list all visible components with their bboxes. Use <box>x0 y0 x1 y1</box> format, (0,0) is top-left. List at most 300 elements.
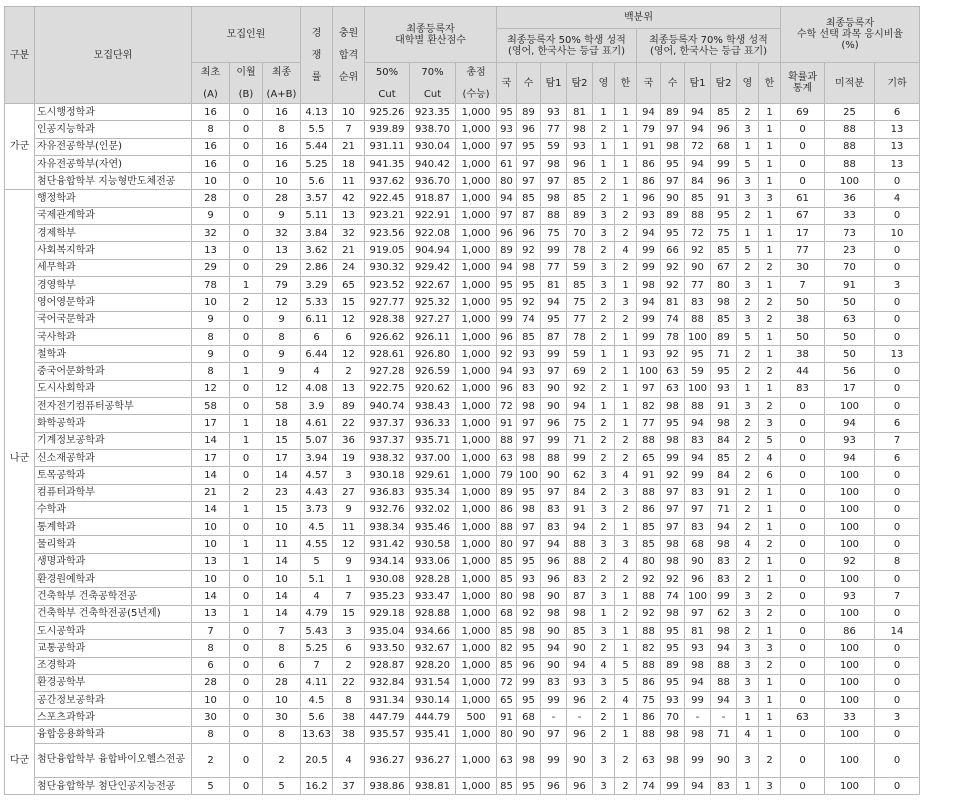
table-row <box>5 484 920 501</box>
value-cell: 0 <box>781 743 825 777</box>
value-cell: 2 <box>737 571 759 588</box>
value-cell: 3 <box>593 743 615 777</box>
value-cell: 5 <box>301 553 333 570</box>
value-cell: 2 <box>737 519 759 536</box>
value-cell: 72 <box>685 138 711 155</box>
value-cell: 97 <box>497 207 517 224</box>
value-cell: 1 <box>759 380 781 397</box>
value-cell: 38 <box>781 346 825 363</box>
value-cell: 0 <box>875 657 920 674</box>
value-cell: 98 <box>685 657 711 674</box>
value-cell: 2 <box>593 173 615 190</box>
value-cell: 96 <box>567 777 593 794</box>
table-row <box>5 622 920 639</box>
value-cell: 6 <box>759 467 781 484</box>
value-cell: 90 <box>541 622 567 639</box>
value-cell: 2 <box>759 536 781 553</box>
value-cell: 0 <box>230 640 263 657</box>
group-header: 구분 <box>5 7 35 104</box>
value-cell: 1,000 <box>456 536 497 553</box>
value-cell: 1,000 <box>456 605 497 622</box>
value-cell: 72 <box>497 674 517 691</box>
value-cell: 0 <box>875 467 920 484</box>
value-cell: 99 <box>541 346 567 363</box>
table-row <box>5 777 920 794</box>
value-cell: 90 <box>541 657 567 674</box>
value-cell: 2 <box>230 294 263 311</box>
value-cell: 99 <box>661 777 685 794</box>
value-cell: 1,000 <box>456 777 497 794</box>
value-cell: 930.18 <box>365 467 410 484</box>
subject-header: 영 <box>593 63 615 104</box>
value-cell: 5.6 <box>301 173 333 190</box>
value-cell: 93 <box>637 207 661 224</box>
value-cell: 0 <box>230 519 263 536</box>
value-cell: 4 <box>875 190 920 207</box>
unit-name-cell: 첨단융합학부 융합바이오헬스전공 <box>35 743 192 777</box>
value-cell: 1,000 <box>456 398 497 415</box>
value-cell: 0 <box>230 311 263 328</box>
value-cell: 1 <box>759 207 781 224</box>
value-cell: 1,000 <box>456 363 497 380</box>
geometry-header: 기하 <box>875 63 920 104</box>
value-cell: 100 <box>825 484 875 501</box>
value-cell: 0 <box>230 138 263 155</box>
value-cell: 3 <box>737 398 759 415</box>
value-cell: 89 <box>333 398 365 415</box>
value-cell: 93 <box>517 346 541 363</box>
value-cell: 0 <box>230 743 263 777</box>
value-cell: 1 <box>615 588 637 605</box>
value-cell: 98 <box>541 190 567 207</box>
value-cell: 938.34 <box>365 519 410 536</box>
value-cell: 96 <box>497 225 517 242</box>
value-cell: 931.42 <box>365 536 410 553</box>
value-cell: 97 <box>517 155 541 172</box>
table-row <box>5 692 920 709</box>
value-cell: 88 <box>567 536 593 553</box>
value-cell: 926.80 <box>410 346 456 363</box>
value-cell: 16 <box>263 138 301 155</box>
value-cell: 4 <box>737 726 759 743</box>
value-cell: 2 <box>230 484 263 501</box>
value-cell: 88 <box>497 519 517 536</box>
value-cell: 61 <box>781 190 825 207</box>
unit-name-cell: 자유전공학부(인문) <box>35 138 192 155</box>
value-cell: 100 <box>685 328 711 345</box>
value-cell: 1,000 <box>456 415 497 432</box>
value-cell: 0 <box>781 674 825 691</box>
table-row <box>5 536 920 553</box>
value-cell: 932.02 <box>410 501 456 518</box>
value-cell: 4.55 <box>301 536 333 553</box>
value-cell: 94 <box>497 259 517 276</box>
value-cell: 9 <box>333 501 365 518</box>
value-cell: 1 <box>615 380 637 397</box>
value-cell: 12 <box>333 536 365 553</box>
value-cell: 95 <box>661 415 685 432</box>
value-cell: 88 <box>541 449 567 466</box>
unit-name-cell: 수학과 <box>35 501 192 518</box>
value-cell: 56 <box>825 363 875 380</box>
unit-name-cell: 행정학과 <box>35 190 192 207</box>
table-row <box>5 605 920 622</box>
unit-name-cell: 기계정보공학과 <box>35 432 192 449</box>
value-cell: 92 <box>567 380 593 397</box>
value-cell: 71 <box>711 346 737 363</box>
value-cell: 919.05 <box>365 242 410 259</box>
value-cell: 100 <box>685 588 711 605</box>
value-cell: 28 <box>192 674 230 691</box>
value-cell: 94 <box>497 363 517 380</box>
cut70-header: 70% Cut <box>410 63 456 104</box>
subject-header: 수 <box>517 63 541 104</box>
value-cell: 929.61 <box>410 467 456 484</box>
value-cell: 1 <box>615 328 637 345</box>
value-cell: 50 <box>781 328 825 345</box>
value-cell: 91 <box>497 709 517 726</box>
value-cell: 2 <box>615 571 637 588</box>
value-cell: 10 <box>333 104 365 121</box>
value-cell: 91 <box>711 190 737 207</box>
value-cell: 1,000 <box>456 674 497 691</box>
value-cell: 930.04 <box>410 138 456 155</box>
value-cell: 1,000 <box>456 294 497 311</box>
value-cell: 81 <box>661 294 685 311</box>
value-cell: 94 <box>825 415 875 432</box>
subject-header: 한 <box>615 63 637 104</box>
cut50-header: 50% Cut <box>365 63 410 104</box>
value-cell: 97 <box>541 484 567 501</box>
unit-name-cell: 통계학과 <box>35 519 192 536</box>
value-cell: 928.61 <box>365 346 410 363</box>
value-cell: 100 <box>517 467 541 484</box>
value-cell: 86 <box>825 622 875 639</box>
value-cell: 0 <box>875 571 920 588</box>
value-cell: 1,000 <box>456 276 497 293</box>
table-row <box>5 415 920 432</box>
value-cell: 25 <box>825 104 875 121</box>
value-cell: 936.33 <box>410 415 456 432</box>
value-cell: 75 <box>637 692 661 709</box>
value-cell: 50 <box>825 346 875 363</box>
value-cell: 98 <box>517 501 541 518</box>
value-cell: 932.67 <box>410 640 456 657</box>
value-cell: 1,000 <box>456 622 497 639</box>
value-cell: 0 <box>781 622 825 639</box>
value-cell: 96 <box>567 155 593 172</box>
percentile-header: 백분위 <box>497 7 781 29</box>
value-cell: 93 <box>825 432 875 449</box>
value-cell: 7 <box>781 276 825 293</box>
value-cell: 4.13 <box>301 104 333 121</box>
value-cell: 926.11 <box>410 328 456 345</box>
value-cell: 0 <box>230 467 263 484</box>
value-cell: 3 <box>593 276 615 293</box>
value-cell: 94 <box>541 536 567 553</box>
value-cell: 78 <box>567 328 593 345</box>
value-cell: 0 <box>230 726 263 743</box>
value-cell: 9 <box>333 553 365 570</box>
value-cell: 63 <box>661 363 685 380</box>
value-cell: 3 <box>737 692 759 709</box>
value-cell: 93 <box>517 571 541 588</box>
value-cell: 63 <box>497 449 517 466</box>
unit-name-cell: 중국어문화학과 <box>35 363 192 380</box>
value-cell: 85 <box>711 242 737 259</box>
value-cell: 5.33 <box>301 294 333 311</box>
value-cell: 10 <box>192 519 230 536</box>
value-cell: 2 <box>593 294 615 311</box>
value-cell: 938.86 <box>365 777 410 794</box>
value-cell: 97 <box>661 173 685 190</box>
value-cell: 99 <box>661 449 685 466</box>
value-cell: 11 <box>333 173 365 190</box>
value-cell: 8 <box>192 363 230 380</box>
value-cell: 14 <box>263 605 301 622</box>
value-cell: 3 <box>593 674 615 691</box>
value-cell: 95 <box>517 276 541 293</box>
value-cell: 3 <box>737 190 759 207</box>
value-cell: 931.34 <box>365 692 410 709</box>
value-cell: 98 <box>661 432 685 449</box>
value-cell: 100 <box>825 640 875 657</box>
value-cell: 16 <box>263 104 301 121</box>
value-cell: 85 <box>497 622 517 639</box>
value-cell: 1 <box>759 242 781 259</box>
value-cell: 63 <box>825 311 875 328</box>
value-cell: 90 <box>517 726 541 743</box>
value-cell: 89 <box>661 104 685 121</box>
value-cell: 2 <box>615 259 637 276</box>
value-cell: 1 <box>230 501 263 518</box>
value-cell: 38 <box>333 726 365 743</box>
value-cell: - <box>567 709 593 726</box>
group-cell: 다군 <box>5 726 35 795</box>
value-cell: 80 <box>711 276 737 293</box>
value-cell: 79 <box>497 467 517 484</box>
value-cell: 88 <box>711 674 737 691</box>
total-header: 총점 (수능) <box>456 63 497 104</box>
value-cell: 85 <box>567 190 593 207</box>
value-cell: 97 <box>517 536 541 553</box>
value-cell: 926.62 <box>365 328 410 345</box>
value-cell: 59 <box>685 363 711 380</box>
value-cell: 100 <box>825 692 875 709</box>
value-cell: 0 <box>230 242 263 259</box>
value-cell: 59 <box>567 259 593 276</box>
value-cell: 92 <box>517 242 541 259</box>
value-cell: 87 <box>541 328 567 345</box>
value-cell: 931.11 <box>365 138 410 155</box>
value-cell: 91 <box>637 467 661 484</box>
value-cell: 94 <box>825 449 875 466</box>
value-cell: 83 <box>541 519 567 536</box>
value-cell: 1 <box>615 415 637 432</box>
value-cell: 12 <box>333 346 365 363</box>
value-cell: 0 <box>230 173 263 190</box>
value-cell: 3 <box>759 640 781 657</box>
value-cell: 2 <box>615 501 637 518</box>
value-cell: 89 <box>661 207 685 224</box>
value-cell: 28 <box>192 190 230 207</box>
value-cell: 21 <box>333 138 365 155</box>
value-cell: 1,000 <box>456 242 497 259</box>
value-cell: 12 <box>263 380 301 397</box>
value-cell: 1 <box>615 519 637 536</box>
value-cell: 95 <box>517 640 541 657</box>
value-cell: 5 <box>737 328 759 345</box>
table-row <box>5 501 920 518</box>
group-cell: 가군 <box>5 104 35 190</box>
value-cell: 75 <box>567 415 593 432</box>
value-cell: 18 <box>263 415 301 432</box>
value-cell: 1 <box>593 138 615 155</box>
value-cell: 83 <box>781 380 825 397</box>
value-cell: 0 <box>230 622 263 639</box>
value-cell: 1 <box>737 709 759 726</box>
value-cell: 5.11 <box>301 207 333 224</box>
value-cell: 94 <box>685 121 711 138</box>
value-cell: 19 <box>333 449 365 466</box>
value-cell: 922.45 <box>365 190 410 207</box>
value-cell: 78 <box>661 328 685 345</box>
value-cell: 93 <box>541 104 567 121</box>
value-cell: 2 <box>593 328 615 345</box>
value-cell: 5 <box>263 777 301 794</box>
value-cell: 0 <box>781 571 825 588</box>
value-cell: 83 <box>711 553 737 570</box>
value-cell: 4.11 <box>301 674 333 691</box>
value-cell: 96 <box>711 121 737 138</box>
value-cell: 1 <box>759 674 781 691</box>
unit-name-cell: 융합응용화학과 <box>35 726 192 743</box>
value-cell: 15 <box>263 501 301 518</box>
value-cell: 16 <box>192 138 230 155</box>
value-cell: 88 <box>685 311 711 328</box>
value-cell: 17 <box>781 225 825 242</box>
value-cell: 80 <box>637 553 661 570</box>
value-cell: 94 <box>711 519 737 536</box>
value-cell: 2 <box>759 588 781 605</box>
value-cell: 77 <box>685 276 711 293</box>
value-cell: 83 <box>685 484 711 501</box>
value-cell: 9 <box>263 363 301 380</box>
value-cell: 85 <box>567 173 593 190</box>
value-cell: 928.38 <box>365 311 410 328</box>
value-cell: 3.9 <box>301 398 333 415</box>
value-cell: 1 <box>615 398 637 415</box>
unit-name-cell: 사회복지학과 <box>35 242 192 259</box>
value-cell: 88 <box>637 588 661 605</box>
value-cell: 5.07 <box>301 432 333 449</box>
value-cell: 1,000 <box>456 640 497 657</box>
value-cell: 98 <box>541 605 567 622</box>
value-cell: 3 <box>737 657 759 674</box>
value-cell: 1,000 <box>456 726 497 743</box>
value-cell: 0 <box>781 155 825 172</box>
value-cell: 90 <box>567 743 593 777</box>
value-cell: 0 <box>781 121 825 138</box>
value-cell: 93 <box>825 588 875 605</box>
value-cell: 3 <box>593 622 615 639</box>
value-cell: 2 <box>759 311 781 328</box>
unit-name-cell: 첨단융합학부 첨단인공지능전공 <box>35 777 192 794</box>
value-cell: 85 <box>637 536 661 553</box>
value-cell: 0 <box>781 432 825 449</box>
table-row <box>5 657 920 674</box>
value-cell: 21 <box>333 242 365 259</box>
value-cell: 3 <box>875 709 920 726</box>
value-cell: 30 <box>263 709 301 726</box>
value-cell: 0 <box>781 449 825 466</box>
value-cell: 2 <box>615 743 637 777</box>
value-cell: 2 <box>593 449 615 466</box>
quota-header: 모집인원 <box>192 7 301 63</box>
value-cell: 2 <box>593 519 615 536</box>
value-cell: 3 <box>593 467 615 484</box>
value-cell: 83 <box>541 674 567 691</box>
value-cell: 89 <box>567 207 593 224</box>
value-cell: 5.6 <box>301 709 333 726</box>
value-cell: 922.91 <box>410 207 456 224</box>
value-cell: 27 <box>333 484 365 501</box>
table-row <box>5 398 920 415</box>
percentile-70-header: 최종등록자 70% 학생 성적 (영어, 한국사는 등급 표기) <box>637 29 781 63</box>
value-cell: 4.79 <box>301 605 333 622</box>
value-cell: 3.62 <box>301 242 333 259</box>
value-cell: 88 <box>711 657 737 674</box>
value-cell: 74 <box>517 311 541 328</box>
value-cell: 1,000 <box>456 432 497 449</box>
value-cell: 8 <box>192 726 230 743</box>
value-cell: 78 <box>567 242 593 259</box>
value-cell: 68 <box>497 605 517 622</box>
value-cell: 6 <box>875 449 920 466</box>
value-cell: 2 <box>593 709 615 726</box>
value-cell: 81 <box>685 622 711 639</box>
value-cell: 9 <box>192 207 230 224</box>
prob-stat-header: 확률과 통계 <box>781 63 825 104</box>
value-cell: 923.35 <box>410 104 456 121</box>
value-cell: 16 <box>192 155 230 172</box>
table-body <box>5 104 920 795</box>
unit-name-cell: 전자전기컴퓨터공학부 <box>35 398 192 415</box>
table-row <box>5 242 920 259</box>
value-cell: 100 <box>825 398 875 415</box>
value-cell: 77 <box>567 311 593 328</box>
value-cell: 1 <box>230 432 263 449</box>
value-cell: 941.35 <box>365 155 410 172</box>
value-cell: 2 <box>737 104 759 121</box>
value-cell: 0 <box>781 726 825 743</box>
value-cell: 10 <box>263 519 301 536</box>
value-cell: 88 <box>825 155 875 172</box>
value-cell: 59 <box>541 138 567 155</box>
value-cell: 83 <box>711 571 737 588</box>
value-cell: 5 <box>615 657 637 674</box>
value-cell: 1,000 <box>456 553 497 570</box>
value-cell: 97 <box>517 173 541 190</box>
value-cell: 1,000 <box>456 571 497 588</box>
value-cell: 98 <box>517 743 541 777</box>
value-cell: 99 <box>685 692 711 709</box>
value-cell: 0 <box>875 726 920 743</box>
value-cell: 67 <box>711 259 737 276</box>
value-cell: 75 <box>711 225 737 242</box>
value-cell: 78 <box>192 276 230 293</box>
value-cell: 32 <box>263 225 301 242</box>
